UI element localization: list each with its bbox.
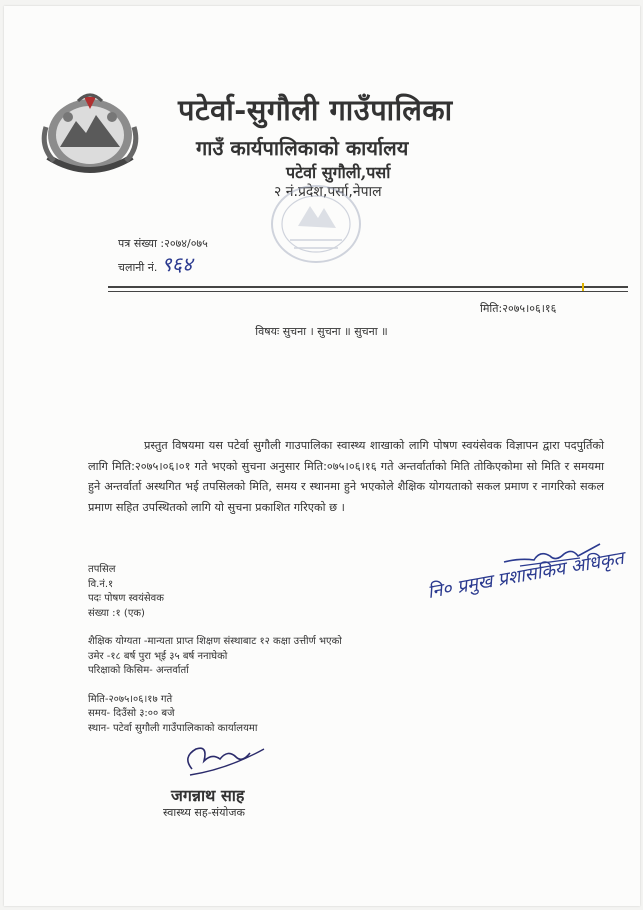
details-section xyxy=(88,563,342,736)
letter-number-value: २०७४/०७५ xyxy=(164,237,208,250)
ad-number: वि.नं.१ xyxy=(88,578,114,590)
letter-date: मिति:२०७५।०६।१६ xyxy=(480,302,557,315)
dispatch-number-value: ९६४ xyxy=(161,252,193,276)
office-name: गाउँ कार्यपालिकाको कार्यालय xyxy=(196,136,409,160)
exam-type: परिक्षाको किसिम- अन्तर्वार्ता xyxy=(88,665,189,676)
venue: स्थान- पटेर्वा सुगौली गाउँपालिकाको कार्यालयमा xyxy=(88,722,258,734)
post-name: पदः पोषण स्वयंसेवक xyxy=(88,593,164,604)
header-divider xyxy=(108,286,628,288)
details-heading: तपसिल xyxy=(88,564,116,575)
dispatch-number xyxy=(118,250,193,277)
coordinator-signature-icon xyxy=(178,735,268,781)
header-divider-thin xyxy=(108,291,628,292)
time: समय- दिउँसो ३:०० बजे xyxy=(88,708,175,719)
dispatch-number-label: चलानी नं. xyxy=(118,261,158,274)
address-line-1: पटेर्वा सुगौली,पर्सा xyxy=(286,163,391,182)
address-line-2: २ नं.प्रदेश,पर्सा,नेपाल xyxy=(274,184,382,200)
organization-name: पटेर्वा-सुगौली गाउँपालिका xyxy=(178,93,453,127)
officer-title: नि० प्रमुख प्रशासकिय अधिकृत xyxy=(426,547,626,604)
government-emblem-icon xyxy=(38,87,142,179)
coordinator-role: स्वास्थ्य सह-संयोजक xyxy=(163,806,245,819)
new-date: मिति-२०७५।०६।१७ गते xyxy=(88,693,173,705)
vacancy-count: संख्या :१ (एक) xyxy=(88,607,145,619)
office-stamp-icon xyxy=(262,176,370,272)
qualification: शैक्षिक योग्यता -मान्यता प्राप्त शिक्षण संस्थाबाट १२ कक्षा उत्तीर्ण भएको xyxy=(88,636,342,647)
age-limit: उमेर -१८ बर्ष पुरा भ्ई ३५ बर्ष ननाघेको xyxy=(88,650,228,662)
letter-number xyxy=(118,236,208,251)
highlight-mark xyxy=(582,283,584,291)
coordinator-name: जगन्नाथ साह xyxy=(171,786,245,805)
notice-body: प्रस्तुत विषयमा यस पटेर्वा सुगौली गाउपालिका स्वास्थ्य शाखाको लागि पोषण स्वयंसेवक विज्ञापन द्वारा पदपुर्तिको लागि मिति:२०७५।०६।०१ गते भएको सुचना अनुसार मिति:०७५।०६।१६ गते अन्तर्वार्ताको मिति तोकिएकोमा सो मिति र समयमा हुने अन्तर्वार्ता अस्थगित भई तपसिलको मिति, समय र स्थानमा हुने भएकोले शैक्षिक योगयताको सकल प्रमाण र नागरिको सकल प्रमाण सहित उपस्थितको लागि यो सुचना प्रकाशित गरिएको छ । xyxy=(88,439,604,514)
subject-line: विषयः सुचना । सुचना ॥ सुचना ॥ xyxy=(255,325,388,338)
letter-number-label: पत्र संख्या : xyxy=(118,237,165,250)
